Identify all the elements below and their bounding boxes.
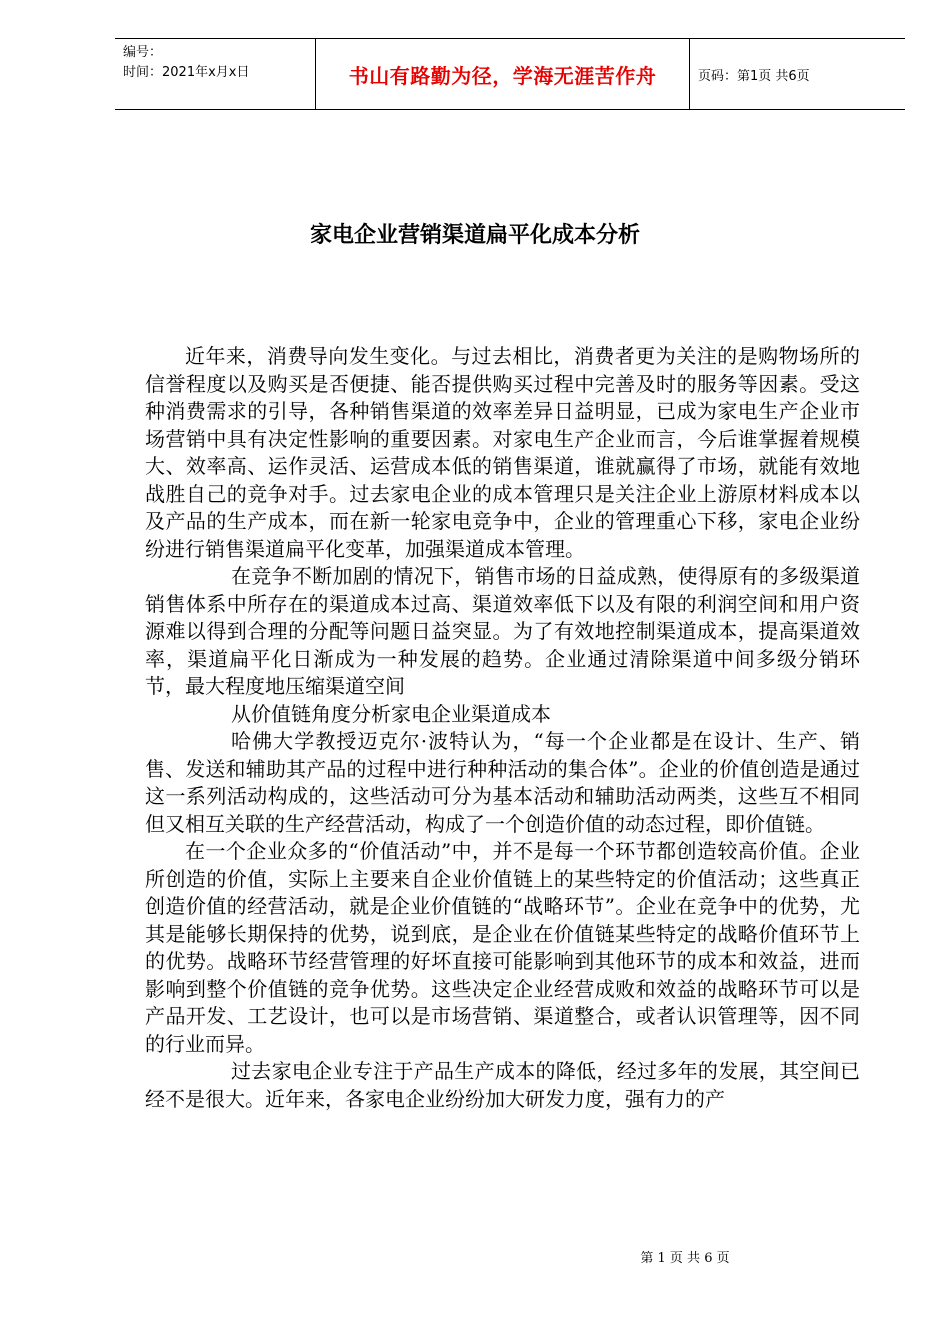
paragraph: 近年来，消费导向发生变化。与过去相比，消费者更为关注的是购物场所的信誉程度以及购买是否便捷、能否提供购买过程中完善及时的服务等因素。受这种消费需求的引导，各种销售渠道的效率差异日益明显，已成为家电生产企业市场营销中具有决定性影响的重要因素。对家电生产企业而言，今后谁掌握着规模大、效率高、运作灵活、运营成本低的销售渠道，谁就赢得了市场，就能有效地战胜自己的竞争对手。过去家电企业的成本管理只是关注企业上游原材料成本以及产品的生产成本，而在新一轮家电竞争中，企业的管理重心下移，家电企业纷纷进行销售渠道扁平化变革，加强渠道成本管理。 — [145, 344, 860, 561]
number-label: 编号： — [123, 45, 163, 60]
time-label: 时间：2021年x月x日 — [123, 65, 250, 80]
header-meta — [115, 39, 316, 109]
document-title: 家电企业营销渠道扁平化成本分析 — [309, 223, 640, 248]
motto-text: 书山有路勤为径，学海无涯苦作舟 — [348, 63, 657, 88]
document-body — [145, 343, 860, 1113]
page-info-text: 页码：第1页 共6页 — [698, 68, 810, 84]
header-page-info — [690, 39, 905, 109]
paragraph: 哈佛大学教授迈克尔·波特认为，“每一个企业都是在设计、生产、销售、发送和辅助其产品的过程中进行种种活动的集合体”。企业的价值创造是通过这一系列活动构成的，这些活动可分为基本活动和辅助活动两类，这些互不相同但又相互关联的生产经营活动，构成了一个创造价值的动态过程，即价值链。 — [145, 729, 860, 836]
header-motto-cell — [316, 39, 690, 109]
page-header — [115, 38, 905, 110]
section-heading: 从价值链角度分析家电企业渠道成本 — [231, 701, 551, 726]
paragraph: 在竞争不断加剧的情况下，销售市场的日益成熟，使得原有的多级渠道销售体系中所存在的渠道成本过高、渠道效率低下以及有限的利润空间和用户资源难以得到合理的分配等问题日益突显。为了有效地控制渠道成本，提高渠道效率，渠道扁平化日渐成为一种发展的趋势。企业通过清除渠道中间多级分销环节，最大程度地压缩渠道空间 — [145, 564, 860, 698]
paragraph: 在一个企业众多的“价值活动”中，并不是每一个环节都创造较高价值。企业所创造的价值，实际上主要来自企业价值链上的某些特定的价值活动；这些真正创造价值的经营活动，就是企业价值链的“战略环节”。企业在竞争中的优势，尤其是能够长期保持的优势，说到底，是企业在价值链某些特定的战略价值环节上的优势。战略环节经营管理的好坏直接可能影响到其他环节的成本和效益，进而影响到整个价值链的竞争优势。这些决定企业经营成败和效益的战略环节可以是产品开发、工艺设计，也可以是市场营销、渠道整合，或者认识管理等，因不同的行业而异。 — [145, 839, 860, 1056]
page-footer: 第 1 页 共 6 页 — [640, 1251, 730, 1266]
paragraph: 过去家电企业专注于产品生产成本的降低，经过多年的发展，其空间已经不是很大。近年来，各家电企业纷纷加大研发力度，强有力的产 — [145, 1059, 860, 1111]
